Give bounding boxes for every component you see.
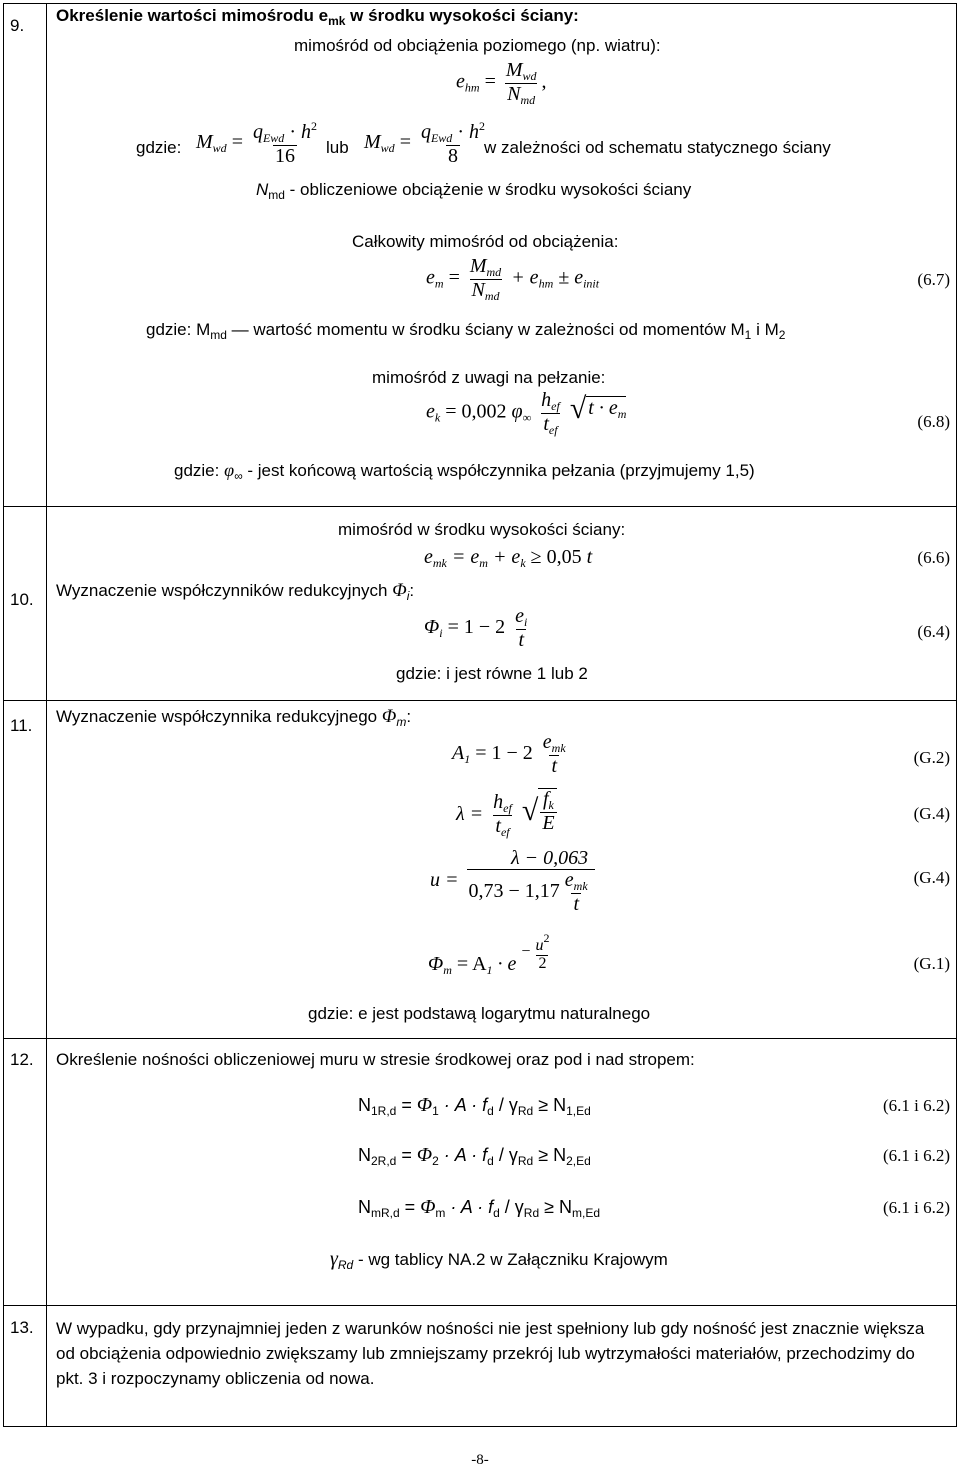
- wind-intro: mimośród od obciążenia poziomego (np. wiatru):: [294, 36, 661, 55]
- eq-number-6-8: (6.8): [917, 412, 950, 431]
- eq-number-g-4-a: (G.4): [913, 804, 950, 823]
- eq-number-row-1: (6.1 i 6.2): [882, 1096, 950, 1115]
- row-divider-11: [3, 1038, 957, 1039]
- eq-number-6-4: (6.4): [917, 622, 950, 641]
- eq-ehm: $e_{hm}$ = $\frac{M_{wd}}{N_{md}}$ ,: [456, 59, 547, 107]
- eq-a1: $A_1 = 1 - 2$ $\frac{e_{mk}}{t}$: [452, 731, 566, 777]
- mid-intro: mimośród w środku wysokości ściany:: [338, 520, 626, 539]
- section-number-13: 13.: [10, 1318, 34, 1337]
- eq-lambda: λ = $\frac{h_{ef}}{t_{ef}}$ √ $\frac{f_k}{E}$: [456, 788, 555, 839]
- eq-mwd-8: $M_{wd}$ = $\frac{q_{Ewd} \cdot h^2}{8}$: [364, 119, 485, 167]
- eq-phi-m: $\Phi_m = A_1 \cdot e$ − $\frac{u^2}{2}$: [428, 931, 550, 977]
- where-label-mwd: gdzie:: [136, 138, 182, 157]
- eq-number-6-7: (6.7): [917, 270, 950, 289]
- page-number: -8-: [471, 1452, 489, 1468]
- eq-number-row-m: (6.1 i 6.2): [882, 1198, 950, 1217]
- section12-title: Określenie nośności obliczeniowej muru w stresie środkowej oraz pod i nad stropem:: [56, 1050, 695, 1069]
- eq-number-row-2: (6.1 i 6.2): [882, 1146, 950, 1165]
- capacity-row-2: $N_{2R,d} = \Phi_2 \cdot A \cdot f_d / \gamma_{Rd} \ge N_{2,Ed}$: [358, 1144, 591, 1168]
- nmd-description: $N_{md}$ - obliczeniowe obciążenie w środku wysokości ściany: [256, 180, 692, 202]
- section11-note: gdzie: e jest podstawą logarytmu naturalnego: [308, 1004, 651, 1023]
- row-divider-9: [3, 506, 957, 507]
- schema-note: w zależności od schematu statycznego ściany: [484, 138, 831, 157]
- section-number-10: 10.: [10, 590, 34, 609]
- section10-title: Wyznaczenie współczynników redukcyjnych $\Phi_i$:: [56, 580, 415, 603]
- section-number-11: 11.: [10, 716, 33, 735]
- eq-em: $e_m$ = $\frac{M_{md}}{N_{md}}$ + $e_{hm} \pm e_{init}$: [426, 255, 600, 303]
- section13-text: W wypadku, gdy przynajmniej jeden z warunków nośności nie jest spełniony lub gdy nośność jest znacznie większa od obciążenia odpowiednio zwiększamy lub zmniejszamy przekrój lub wytrzymałości materiałów, przechodzimy do pkt. 3 i rozpoczynamy obliczenia od nowa.: [56, 1319, 925, 1388]
- eq-number-g-2: (G.2): [913, 748, 950, 767]
- eq-number-g-1: (G.1): [913, 954, 950, 973]
- eq-number-6-6: (6.6): [917, 548, 950, 567]
- section-number-12: 12.: [10, 1050, 34, 1069]
- mmd-description: gdzie: $M_{md}$ — wartość momentu w środku ściany w zależności od momentów $M_1$ i $M_2$: [146, 320, 786, 342]
- section-number-9: 9.: [10, 16, 25, 35]
- section9-title: Określenie wartości mimośrodu $e_{mk}$ w środku wysokości ściany:: [56, 6, 579, 28]
- section10-note: gdzie: i jest równe 1 lub 2: [396, 664, 588, 683]
- phi-description: gdzie: $\varphi_\infty$ - jest końcową wartością współczynnika pełzania (przyjmujemy 1,5): [174, 460, 755, 483]
- section11-title: Wyznaczenie współczynnika redukcyjnego $\Phi_m$:: [56, 706, 412, 729]
- total-intro: Całkowity mimośród od obciążenia:: [352, 232, 619, 251]
- gamma-description: $\gamma_{Rd}$ - wg tablicy NA.2 w Załączniku Krajowym: [330, 1248, 668, 1272]
- row-divider-12: [3, 1305, 957, 1306]
- capacity-row-m: $N_{mR,d} = \Phi_m \cdot A \cdot f_d / \gamma_{Rd} \ge N_{m,Ed}$: [358, 1196, 601, 1220]
- or-label: lub: [326, 138, 349, 157]
- creep-intro: mimośród z uwagi na pełzanie:: [372, 368, 606, 387]
- eq-number-g-4-b: (G.4): [913, 868, 950, 887]
- eq-mwd-16: $M_{wd}$ = $\frac{q_{Ewd} \cdot h^2}{16}$: [196, 119, 317, 167]
- column-divider: [46, 3, 47, 1427]
- eq-u: u = λ − 0,063 0,73 − 1,17 $\frac{e_{mk}}{t}$: [430, 848, 598, 915]
- eq-phi-i: $\Phi_i = 1 - 2$ $\frac{e_i}{t}$: [424, 605, 528, 651]
- eq-ek: $e_k = 0,002$ $\varphi_\infty$ $\frac{h_{ef}}{t_{ef}}$ √ $t \cdot e_m$: [426, 389, 627, 437]
- capacity-row-1: $N_{1R,d} = \Phi_1 \cdot A \cdot f_d / \gamma_{Rd} \ge N_{1,Ed}$: [358, 1094, 591, 1118]
- eq-emk: $e_{mk} = e_m + e_k \ge 0,05$ t: [424, 546, 593, 570]
- row-divider-10: [3, 700, 957, 701]
